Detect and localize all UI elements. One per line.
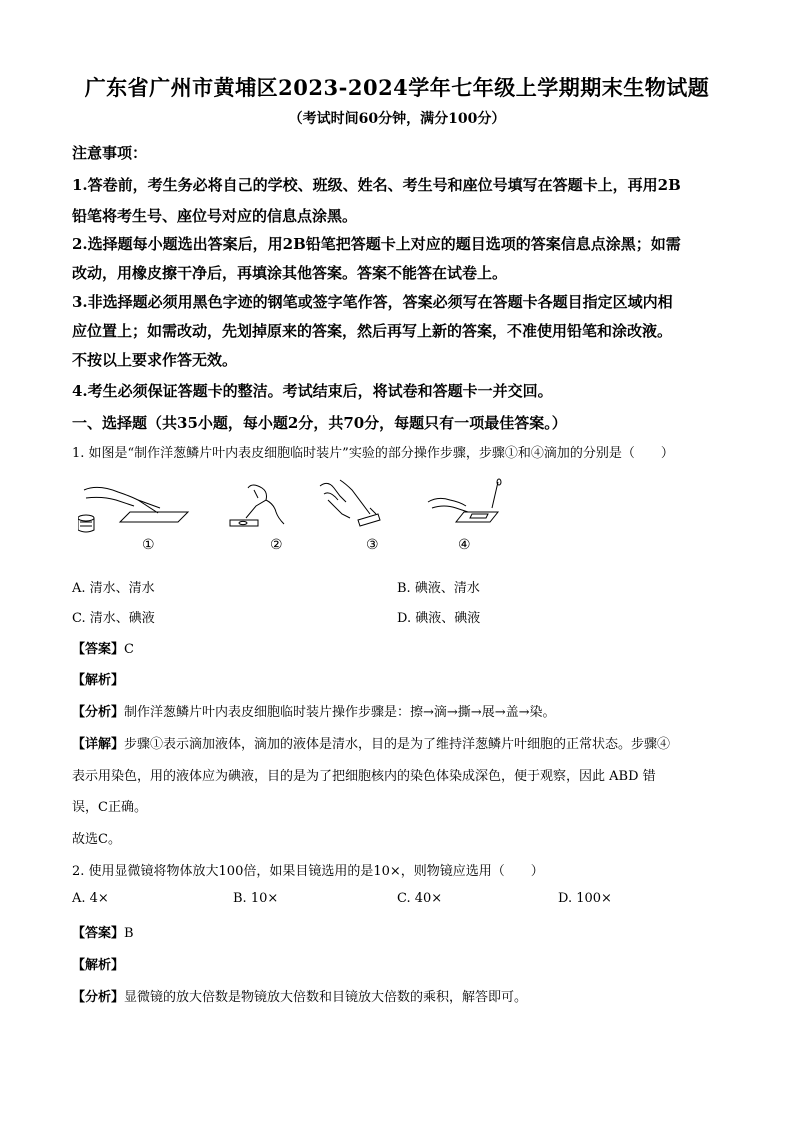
option-a: A. 清水、清水: [72, 581, 155, 596]
step-label: ③: [366, 537, 379, 553]
notice-line: 1.答卷前，考生务必将自己的学校、班级、姓名、考生号和座位号填写在答题卡上，再用2B: [72, 176, 681, 194]
fenxi-text: 制作洋葱鳞片叶内表皮细胞临时装片操作步骤是：擦→滴→撕→展→盖→染。: [124, 705, 556, 720]
notice-line: 2.选择题每小题选出答案后，用2B铅笔把答题卡上对应的题目选项的答案信息点涂黑；如需: [72, 235, 681, 253]
analysis-line: [72, 701, 732, 720]
page-title: 广东省广州市黄埔区2023-2024学年七年级上学期期末生物试题: [84, 75, 710, 100]
option-c: C. 40×: [397, 891, 443, 906]
option-d: D. 碘液、碘液: [397, 611, 481, 626]
step1-illustration: [78, 487, 188, 532]
fenxi-tag: 【分析】: [72, 705, 125, 720]
answer-value: B: [124, 926, 134, 941]
fenxi-tag: 【分析】: [72, 990, 125, 1005]
answer-value: C: [124, 642, 134, 657]
answer-line: [72, 638, 732, 657]
step4-illustration: [428, 479, 501, 522]
section-heading: 一、选择题（共35小题，每小题2分，共70分，每题只有一项最佳答案。）: [72, 414, 567, 432]
question-stem: 2. 使用显微镜将物体放大100倍，如果目镜选用的是10×，则物镜应选用（ ）: [72, 864, 544, 879]
notice-line: 铅笔将考生号、座位号对应的信息点涂黑。: [72, 207, 358, 225]
answer-tag: 【答案】: [72, 642, 125, 657]
option-c: C. 清水、碘液: [72, 611, 155, 626]
answer-line: [72, 922, 732, 941]
answer-tag: 【答案】: [72, 926, 125, 941]
analysis-tag: [72, 954, 732, 973]
option-a: A. 4×: [72, 891, 109, 906]
xiangjie-tag: 【详解】: [72, 737, 125, 752]
detail-line: 表示用染色，用的液体应为碘液，目的是为了把细胞核内的染色体染成深色，便于观察，因此 ABD 错: [72, 769, 656, 784]
analysis-line: [72, 986, 732, 1005]
option-b: B. 碘液、清水: [397, 581, 480, 596]
detail-line: [72, 733, 732, 752]
question-stem: 1. 如图是“制作洋葱鳞片叶内表皮细胞临时装片”实验的部分操作步骤，步骤①和④滴加的分别是（ ）: [72, 446, 674, 461]
analysis-label: 【解析】: [72, 958, 125, 973]
notice-line: 改动，用橡皮擦干净后，再填涂其他答案。答案不能答在试卷上。: [72, 264, 508, 282]
notice-line: 4.考生必须保证答题卡的整洁。考试结束后，将试卷和答题卡一并交回。: [72, 382, 553, 400]
step-label: ②: [270, 537, 283, 553]
detail-line: 误，C正确。: [72, 800, 147, 815]
step-label: ①: [142, 537, 155, 553]
step-label: ④: [458, 537, 471, 553]
xiangjie-text: 步骤①表示滴加液体，滴加的液体是清水，目的是为了维持洋葱鳞片叶细胞的正常状态。步骤④: [124, 737, 671, 752]
analysis-label: 【解析】: [72, 673, 125, 688]
notice-line: 不按以上要求作答无效。: [72, 351, 238, 369]
exam-subtitle: （考试时间60分钟，满分100分）: [288, 111, 506, 127]
notice-heading: 注意事项：: [72, 144, 148, 162]
step2-illustration: [230, 485, 284, 526]
conclusion-line: 故选C。: [72, 832, 121, 847]
step3-illustration: [320, 480, 380, 526]
fenxi-text: 显微镜的放大倍数是物镜放大倍数和目镜放大倍数的乘积，解答即可。: [124, 990, 528, 1005]
notice-line: 3.非选择题必须用黑色字迹的钢笔或签字笔作答，答案必须写在答题卡各题目指定区域内相: [72, 293, 673, 311]
notice-line: 应位置上；如需改动，先划掉原来的答案，然后再写上新的答案，不准使用铅笔和涂改液。: [72, 322, 673, 340]
option-d: D. 100×: [558, 891, 612, 906]
analysis-tag: [72, 669, 732, 688]
option-b: B. 10×: [233, 891, 279, 906]
